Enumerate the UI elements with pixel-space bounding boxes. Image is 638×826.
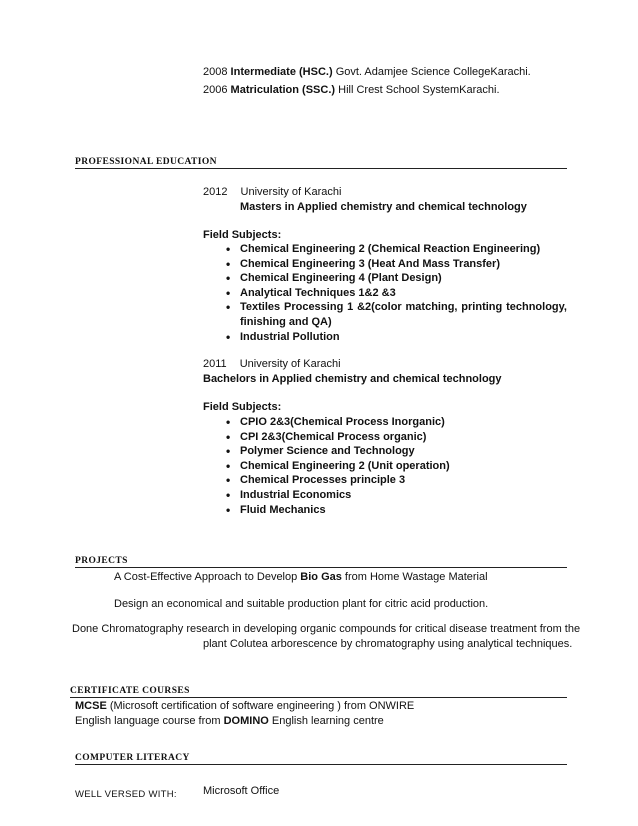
subject-item: • Polymer Science and Technology	[222, 444, 450, 459]
certificate-item-domino	[75, 715, 384, 727]
bachelors-year-institution	[203, 358, 341, 370]
certificate-text: English language course from	[75, 715, 224, 727]
project-highlight: Bio Gas	[300, 571, 342, 583]
certificate-title: DOMINO	[223, 715, 269, 727]
project-item-chromatography-line2: plant Colutea arborescence by chromatography using analytical techniques.	[203, 638, 573, 650]
masters-subject-list	[222, 242, 567, 344]
subject-item: • CPIO 2&3(Chemical Process Inorganic)	[222, 415, 450, 430]
section-heading-computer-literacy: COMPUTER LITERACY	[75, 753, 567, 765]
masters-institution: University of Karachi	[240, 186, 342, 198]
subject-item: • Fluid Mechanics	[222, 503, 450, 518]
section-heading-professional-education: PROFESSIONAL EDUCATION	[75, 157, 567, 169]
subject-item: • Industrial Economics	[222, 488, 450, 503]
education-title: Intermediate (HSC.)	[230, 66, 333, 78]
project-text: A Cost-Effective Approach to Develop	[114, 571, 301, 583]
project-text: from Home Wastage Material	[341, 571, 488, 583]
masters-degree: Masters in Applied chemistry and chemical technology	[240, 201, 527, 213]
subject-item: • Chemical Engineering 2 (Unit operation)	[222, 459, 450, 474]
literacy-label: WELL VERSED WITH:	[75, 789, 177, 800]
subject-item: • Industrial Pollution	[222, 330, 567, 345]
education-detail: Govt. Adamjee Science CollegeKarachi.	[335, 66, 531, 78]
bachelors-field-label: Field Subjects:	[203, 401, 282, 413]
literacy-value: Microsoft Office	[203, 785, 280, 797]
subject-item: • Chemical Processes principle 3	[222, 473, 450, 488]
education-title: Matriculation (SSC.)	[230, 84, 336, 96]
subject-item: • Chemical Engineering 4 (Plant Design)	[222, 271, 567, 286]
education-year: 2006	[203, 84, 228, 96]
education-year: 2008	[203, 66, 228, 78]
bachelors-institution: University of Karachi	[239, 358, 341, 370]
project-item-biogas	[114, 571, 488, 583]
education-row-ssc	[203, 84, 500, 96]
bachelors-subject-list	[222, 415, 450, 517]
masters-field-label: Field Subjects:	[203, 229, 282, 241]
subject-item: • Analytical Techniques 1&2 &3	[222, 286, 567, 301]
subject-item: • Chemical Engineering 3 (Heat And Mass Transfer)	[222, 257, 567, 272]
masters-year: 2012	[203, 186, 228, 198]
subject-item: • Chemical Engineering 2 (Chemical Reaction Engineering)	[222, 242, 567, 257]
section-heading-certificate-courses: CERTIFICATE COURSES	[70, 686, 567, 698]
education-detail: Hill Crest School SystemKarachi.	[338, 84, 500, 96]
section-heading-projects: PROJECTS	[75, 556, 567, 568]
bachelors-year: 2011	[203, 358, 227, 370]
certificate-text: English learning centre	[268, 715, 384, 727]
project-item-citric-acid: Design an economical and suitable production plant for citric acid production.	[114, 598, 489, 610]
project-item-chromatography-line1: Done Chromatography research in developing organic compounds for critical disease treatment from the	[72, 623, 581, 635]
subject-item: • Textiles Processing 1 &2(color matching, printing technology, finishing and QA)	[222, 300, 567, 329]
masters-year-institution	[203, 186, 341, 198]
certificate-item-mcse	[75, 700, 414, 712]
bachelors-degree: Bachelors in Applied chemistry and chemical technology	[203, 373, 502, 385]
subject-item: • CPI 2&3(Chemical Process organic)	[222, 430, 450, 445]
certificate-text: (Microsoft certification of software engineering ) from ONWIRE	[106, 700, 415, 712]
certificate-title: MCSE	[75, 700, 107, 712]
education-row-hsc	[203, 66, 531, 78]
